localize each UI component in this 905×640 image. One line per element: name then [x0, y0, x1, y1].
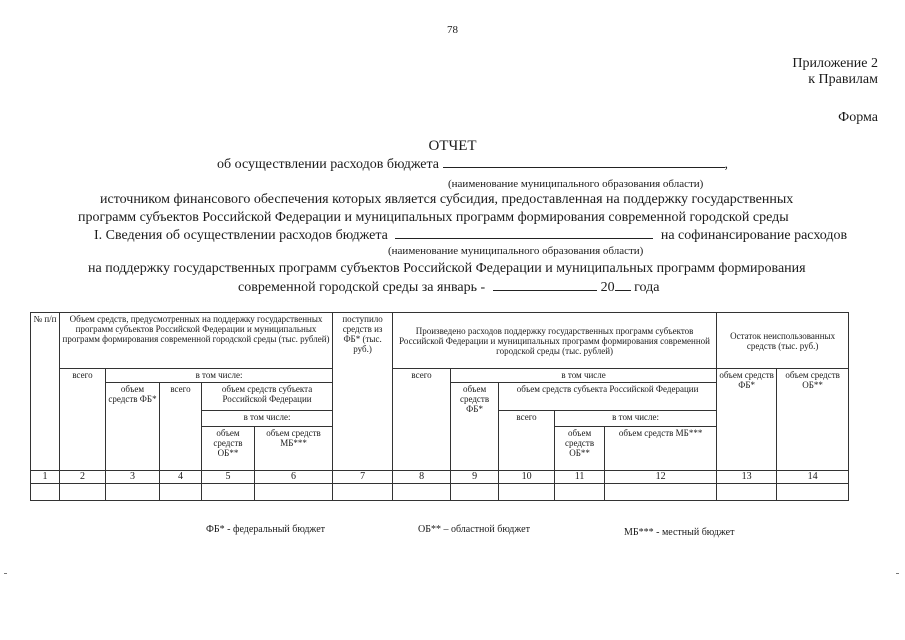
report-line6-prefix: современной городской среды за январь -	[238, 280, 486, 295]
table-cell	[202, 484, 255, 501]
header-remainder-fb: объем средств ФБ*	[717, 369, 777, 471]
header-planned-volume: Объем средств, предусмотренных на поддержку государственных программ субъектов Российской Федерации и муниципальных программ формирования современной городской среды (тыс. рублей)	[60, 313, 333, 369]
report-line1-suffix: ,	[724, 157, 729, 172]
table-row	[31, 484, 849, 501]
report-line1-prefix: об осуществлении расходов бюджета	[217, 157, 440, 172]
table-cell	[393, 484, 451, 501]
column-number: 3	[106, 471, 160, 484]
column-number: 9	[451, 471, 499, 484]
legend-ob: ОБ** – областной бюджет	[418, 524, 530, 535]
report-line4-suffix: на софинансирование расходов	[660, 228, 848, 243]
header-including-planned: в том числе:	[106, 369, 333, 383]
header-received-fb: поступило средств из ФБ* (тыс. руб.)	[333, 313, 393, 471]
header-fb-planned: объем средств ФБ*	[106, 383, 160, 471]
column-number: 12	[605, 471, 717, 484]
header-fb-spent: объем средств ФБ*	[451, 383, 499, 471]
report-line4-prefix: I. Сведения об осуществлении расходов бюджета	[94, 228, 388, 243]
header-total-subject-spent: всего	[499, 411, 555, 471]
table-cell	[499, 484, 555, 501]
table-cell	[717, 484, 777, 501]
report-line3: программ субъектов Российской Федерации и муниципальных программ формирования современной городской среды	[78, 210, 789, 225]
column-number: 2	[60, 471, 106, 484]
column-number: 8	[393, 471, 451, 484]
scan-speck	[896, 573, 899, 574]
table-cell	[255, 484, 333, 501]
header-including-subject-planned: в том числе:	[202, 411, 333, 427]
caption-municipality-1: (наименование муниципального образования области)	[448, 178, 704, 190]
legend-mb: МБ*** - местный бюджет	[624, 527, 735, 538]
column-number: 13	[717, 471, 777, 484]
header-remainder-ob: объем средств ОБ**	[777, 369, 849, 471]
header-total-planned: всего	[60, 369, 106, 471]
column-number: 6	[255, 471, 333, 484]
table-cell	[451, 484, 499, 501]
table-cell	[31, 484, 60, 501]
budget-name-blank-2	[395, 227, 653, 239]
form-label: Форма	[838, 110, 878, 125]
header-mb-planned: объем средств МБ***	[255, 427, 333, 471]
header-row-number: № п/п	[31, 313, 60, 471]
page-number: 78	[447, 24, 458, 36]
budget-name-blank	[443, 156, 725, 168]
caption-municipality-2: (наименование муниципального образования области)	[388, 245, 644, 257]
table-cell	[605, 484, 717, 501]
report-title: ОТЧЕТ	[428, 138, 477, 154]
table-cell	[333, 484, 393, 501]
table-cell	[777, 484, 849, 501]
header-total-planned-2: всего	[160, 383, 202, 471]
column-number: 11	[555, 471, 605, 484]
header-subject-planned: объем средств субъекта Российской Федерации	[202, 383, 333, 411]
table-cell	[60, 484, 106, 501]
report-line4	[94, 227, 847, 244]
appendix-header	[792, 56, 878, 88]
header-subject-spent: объем средств субъекта Российской Федерации	[499, 383, 717, 411]
header-mb-spent: объем средств МБ***	[605, 427, 717, 471]
report-line2: источником финансового обеспечения которых является субсидия, предоставленная на поддержку государственных	[100, 192, 794, 207]
column-number-row	[31, 471, 849, 484]
column-number: 14	[777, 471, 849, 484]
column-number: 5	[202, 471, 255, 484]
table-cell	[160, 484, 202, 501]
column-number: 10	[499, 471, 555, 484]
column-number: 7	[333, 471, 393, 484]
header-ob-spent: объем средств ОБ**	[555, 427, 605, 471]
legend-fb: ФБ* - федеральный бюджет	[206, 524, 326, 535]
appendix-line1: Приложение 2	[792, 56, 878, 71]
header-total-spent: всего	[393, 369, 451, 471]
month-blank	[493, 279, 597, 291]
table-cell	[555, 484, 605, 501]
year-blank	[615, 279, 631, 291]
report-line5: на поддержку государственных программ субъектов Российской Федерации и муниципальных программ формирования	[88, 261, 806, 276]
header-ob-planned: объем средств ОБ**	[202, 427, 255, 471]
appendix-line2: к Правилам	[808, 72, 878, 87]
column-number: 1	[31, 471, 60, 484]
header-remainder: Остаток неиспользованных средств (тыс. руб.)	[717, 313, 849, 369]
report-line6-mid: 20	[600, 280, 615, 295]
table-cell	[106, 484, 160, 501]
report-line6	[238, 279, 659, 296]
header-including-subject-spent: в том числе:	[555, 411, 717, 427]
header-including-spent: в том числе	[451, 369, 717, 383]
header-spent: Произведено расходов поддержку государственных программ субъектов Российской Федерации и муниципальных программ формирования современной городской среды (тыс. рублей)	[393, 313, 717, 369]
report-line6-suffix: года	[634, 280, 660, 295]
column-number: 4	[160, 471, 202, 484]
report-line1	[217, 156, 728, 173]
report-table	[30, 312, 849, 501]
scan-speck	[4, 573, 7, 574]
